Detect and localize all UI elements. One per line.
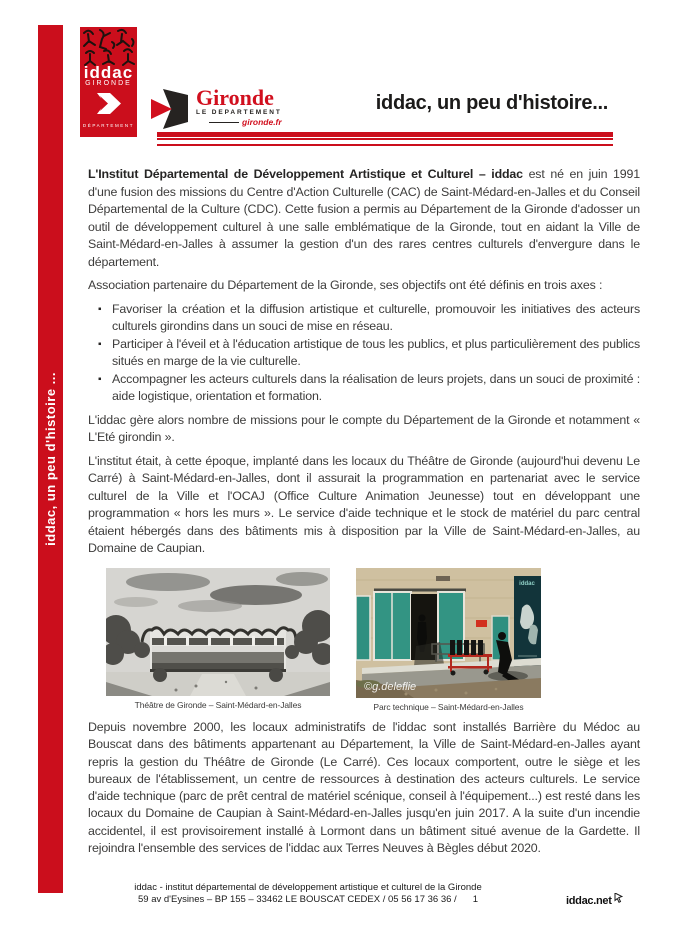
list-item: ▪ Favoriser la création et la diffusion artistique et culturelle, promouvoir les initiatives des acteurs culturels girondins dans un souci de mise en réseau.	[88, 301, 640, 336]
cursor-icon	[614, 893, 623, 903]
iddac-logo-region: GIRONDE	[85, 80, 132, 87]
page-title: iddac, un peu d'histoire...	[375, 92, 608, 114]
paragraph-axes: Association partenaire du Département de la Gironde, ses objectifs ont été définis en trois axes :	[88, 278, 603, 292]
gironde-logo-rule	[209, 122, 239, 123]
paragraph-intro	[88, 166, 640, 271]
photo-theatre-de-gironde	[106, 568, 330, 696]
photo-caption: Théâtre de Gironde – Saint-Médard-en-Jalles	[134, 700, 302, 710]
paragraph-intro-rest: est né en juin 1991 d'une fusion des missions du Centre d'Action Culturelle (CAC) de Saint-Médard-en-Jalles et du Conseil Départemental de la Culture (CDC). Cette fusion a permis au Département de la Gironde d'adosser un outil de développement culturel à une salle emblématique de la Gironde, tout en aidant la Ville de Saint-Médard-en-Jalles à assumer la gestion d'un des rares centres culturels d'envergure dans le département.	[88, 167, 640, 269]
gironde-logo-mark	[150, 88, 192, 130]
footer-line2: 59 av d'Eysines – BP 155 – 33462 LE BOUSCAT CEDEX / 05 56 17 36 36 / 1	[138, 893, 478, 905]
website-link[interactable]	[566, 895, 623, 907]
website-label: iddac.net	[566, 895, 612, 907]
photo-parc-technique	[356, 568, 541, 698]
photo-row	[106, 568, 541, 712]
iddac-logo	[80, 27, 137, 137]
gironde-logo-url: gironde.fr	[242, 117, 282, 127]
paragraph-depuis-2000: Depuis novembre 2000, les locaux administratifs de l'iddac sont installés Barrière du Médoc au Bouscat dans des bâtiments appartenant au Département, la Ville de Saint-Médard-en-Jalles ayant repris la gestion du Théâtre de Gironde (Le Carré). Ces locaux comportent, outre le siège et les bureaux de l'établissement, un centre de ressources à destination des acteurs culturels. Le service d'aide technique (parc de prêt central de matériel scénique, conseil à l'équipement...) est resté dans les locaux du Domaine de Caupian à Saint-Médard-en-Jalles jusqu'en juin 2017. A la suite d'un incendie accidentel, il est provisoirement installé à Lormont dans un bâtiment situé avenue de la Gardette. Il rejoindra l'ensemble des services de l'iddac aux Terres Neuves à Bègles début 2020.	[88, 720, 640, 856]
list-item: ▪ Accompagner les acteurs culturels dans la réalisation de leurs projets, dans un souci de proximité : aide logistique, orientation et formation.	[88, 371, 640, 406]
iddac-logo-name: iddac	[83, 63, 134, 82]
photo-credit: ©g.deleflie	[364, 681, 417, 693]
paragraph-intro-bold: L'Institut Départemental de Développement Artistique et Culturel – iddac	[88, 167, 523, 181]
gironde-logo-subtitle: LE DEPARTEMENT	[196, 109, 282, 116]
sidebar-banner	[38, 25, 63, 893]
photo-caption: Parc technique – Saint-Médard-en-Jalles	[373, 702, 524, 712]
page-number: 1	[472, 893, 478, 905]
paragraph-missions: L'iddac gère alors nombre de missions pour le compte du Département de la Gironde et notamment « L'Eté girondin ».	[88, 412, 640, 444]
sidebar-vertical-text: iddac, un peu d'histoire ...	[43, 372, 58, 546]
iddac-chevron-icon	[80, 93, 137, 119]
iddac-logo-department: DÉPARTEMENT	[82, 123, 135, 128]
gironde-logo	[150, 85, 282, 130]
gironde-logo-name: Gironde	[196, 85, 274, 110]
footer-line1: iddac - institut départemental de développement artistique et culturel de la Gironde	[134, 882, 482, 893]
paragraph-theatre: L'institut était, à cette époque, implanté dans les locaux du Théâtre de Gironde (aujourd'hui devenu Le Carré) à Saint-Médard-en-Jalles, dont il assurait la programmation en partenariat avec le service culturel de la Ville et l'OCAJ (Office Culture Animation Jeunesse) tout en développant une programmation « hors les murs ». Le service d'aide technique et le stock de matériel du parc central étaient hébergés dans des bâtiments mis à disposition par la Ville de Saint-Médard-en-Jalles, au Domaine de Caupian.	[88, 453, 640, 555]
list-item: ▪ Participer à l'éveil et à l'éducation artistique de tous les publics, et plus particulièrement des publics situés en marge de la vie culturelle.	[88, 336, 640, 371]
footer	[78, 882, 538, 905]
figure-parc-technique	[356, 568, 541, 712]
title-underline	[157, 132, 613, 146]
body-text	[88, 166, 640, 564]
figure-theatre	[106, 568, 330, 710]
svg-text:iddac: iddac	[519, 581, 535, 587]
dancing-figures-pattern	[80, 27, 137, 67]
objectives-list	[88, 301, 640, 406]
